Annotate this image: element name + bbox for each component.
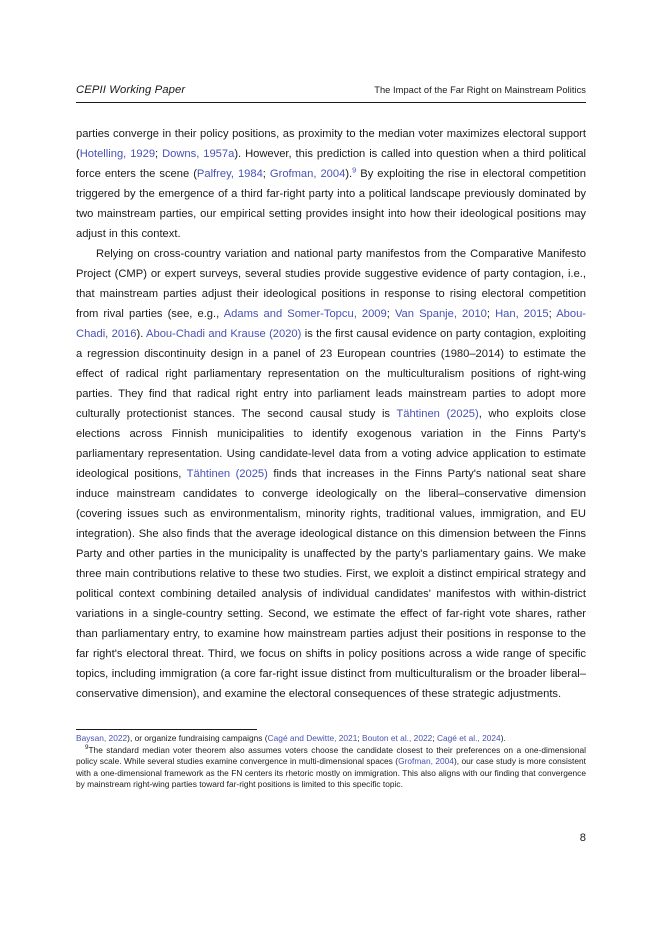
paragraph-1: [76, 124, 586, 244]
footnote-separator-rule: [76, 729, 257, 730]
p2-sep-1: ;: [386, 308, 395, 321]
fn-cont-sep-2: ;: [432, 733, 437, 743]
citation-van-spanje-2010[interactable]: Van Spanje, 2010: [394, 308, 487, 321]
p1-seg-3: ).: [345, 168, 353, 181]
p1-seg-4: By exploiting the rise in electoral competition triggered by the emergence of a third far-right party into a political landscape previously dominated by two mainstream parties, our empirical setting provides insight into how their ideological positions may adjust in this context.: [76, 168, 586, 241]
citation-tahtinen-2025-first[interactable]: Tähtinen (2025): [396, 408, 479, 421]
citation-abou-chadi-krause-2020[interactable]: Abou-Chadi and Krause (2020): [146, 328, 302, 341]
p1-sep-2: ;: [262, 168, 270, 181]
citation-palfrey-1984[interactable]: Palfrey, 1984: [196, 168, 263, 181]
citation-hotelling-1929[interactable]: Hotelling, 1929: [79, 148, 156, 161]
citation-grofman-2004-footnote[interactable]: Grofman, 2004: [398, 756, 454, 767]
running-head-left-title: CEPII Working Paper: [76, 84, 186, 96]
p1-seg-1: parties converge in their policy positions, as proximity to the median voter maximizes electoral support (: [76, 128, 586, 161]
p2-seg-1: Relying on cross-country variation and national party manifestos from the Comparative Manifesto Project (CMP) or expert surveys, several studies provide suggestive evidence of party contagion, i.e., that mainstream parties adjust their ideological positions in response to rising electoral competition from rival parties (see, e.g.,: [76, 248, 586, 321]
p2-sep-2: ;: [486, 308, 496, 321]
body-column: [76, 124, 586, 704]
footnote-marker-9[interactable]: 9: [352, 165, 357, 175]
p2-sep-3: ;: [548, 308, 557, 321]
citation-grofman-2004[interactable]: Grofman, 2004: [269, 168, 346, 181]
p2-seg-3: is the first causal evidence on party contagion, exploiting a regression discontinuity design in a panel of 23 European countries (1980–2014) to estimate the effect of radical right parliamentary representation on the multiculturalism positions of right-wing parties. They find that radical right entry into parliament leads mainstream parties to adopt more culturally protectionist stances. The second causal study is: [76, 328, 586, 421]
running-head: [76, 84, 586, 96]
citation-baysan-2022[interactable]: Baysan, 2022: [76, 733, 128, 743]
page-number: 8: [579, 832, 586, 844]
fn-cont-sep-1: ;: [357, 733, 363, 743]
p2-seg-2: ).: [136, 328, 147, 341]
citation-adams-somer-topcu-2009[interactable]: Adams and Somer-Topcu, 2009: [223, 308, 387, 321]
p2-seg-4: , who exploits close elections across Finnish municipalities to identify exogenous variation in the Finns Party's parliamentary representation. Using candidate-level data from a voting advice application to estimate ideological positions,: [76, 408, 587, 481]
citation-abou-chadi-2016[interactable]: Abou-Chadi, 2016: [76, 308, 587, 341]
running-head-rule: [76, 102, 586, 103]
citation-han-2015[interactable]: Han, 2015: [495, 308, 549, 321]
p2-seg-5: finds that increases in the Finns Party's national seat share induce mainstream candidates to converge ideologically on the liberal–conservative dimension (covering issues such as environmentalism, minority rights, traditional values, immigration, and EU integration). She also finds that the average ideological distance on this dimension between the Finns Party and other parties in the municipality is unaffected by the party's parliamentary gains. We make three main contributions relative to these two studies. First, we exploit a distinct empirical strategy and political context combining detailed analysis of individual candidates' manifestos with within-district variations in a single-country setting. Second, we estimate the effect of far-right vote shares, rather than parliamentary entry, to examine how mainstream parties adjust their positions in response to the far right's electoral threat. Third, we focus on shifts in policy positions across a wide range of specific topics, including immigration (a core far-right issue distinct from multiculturalism or the broader liberal–conservative dimension), and examine the electoral consequences of these strategic adjustments.: [76, 468, 586, 701]
fn-cont-seg-1: ), or organize fundraising campaigns (: [127, 733, 268, 743]
footnote-number-9: 9: [85, 743, 89, 751]
citation-cage-dewitte-2021[interactable]: Cagé and Dewitte, 2021: [267, 733, 358, 743]
citation-bouton-et-al-2022[interactable]: Bouton et al., 2022: [362, 733, 433, 743]
running-head-right-title: The Impact of the Far Right on Mainstream Politics: [374, 85, 586, 95]
footnote-block: [76, 729, 586, 791]
fn9-seg-2: ), our case study is more consistent with a one-dimensional framework as the FN centers its rhetoric mostly on immigration. This also aligns with our finding that convergence by mainstream right-wing parties toward far-right positions is limited to this specific topic.: [76, 756, 586, 790]
citation-tahtinen-2025-second[interactable]: Tähtinen (2025): [186, 468, 268, 481]
p1-seg-2: ). However, this prediction is called into question when a third political force enters the scene (: [76, 148, 587, 181]
citation-downs-1957a[interactable]: Downs, 1957a: [162, 148, 235, 161]
fn9-seg-1: The standard median voter theorem also assumes voters choose the candidate closest to their preferences on a one-dimensional policy scale. While several studies examine convergence in multi-dimensional spaces (: [76, 744, 586, 767]
footnote-continued: [76, 733, 586, 745]
paragraph-2: [76, 244, 586, 704]
footnote-9: [76, 745, 586, 791]
citation-cage-et-al-2024[interactable]: Cagé et al., 2024: [436, 733, 501, 743]
fn-cont-seg-2: ).: [500, 733, 506, 743]
p1-sep-1: ;: [155, 148, 163, 161]
